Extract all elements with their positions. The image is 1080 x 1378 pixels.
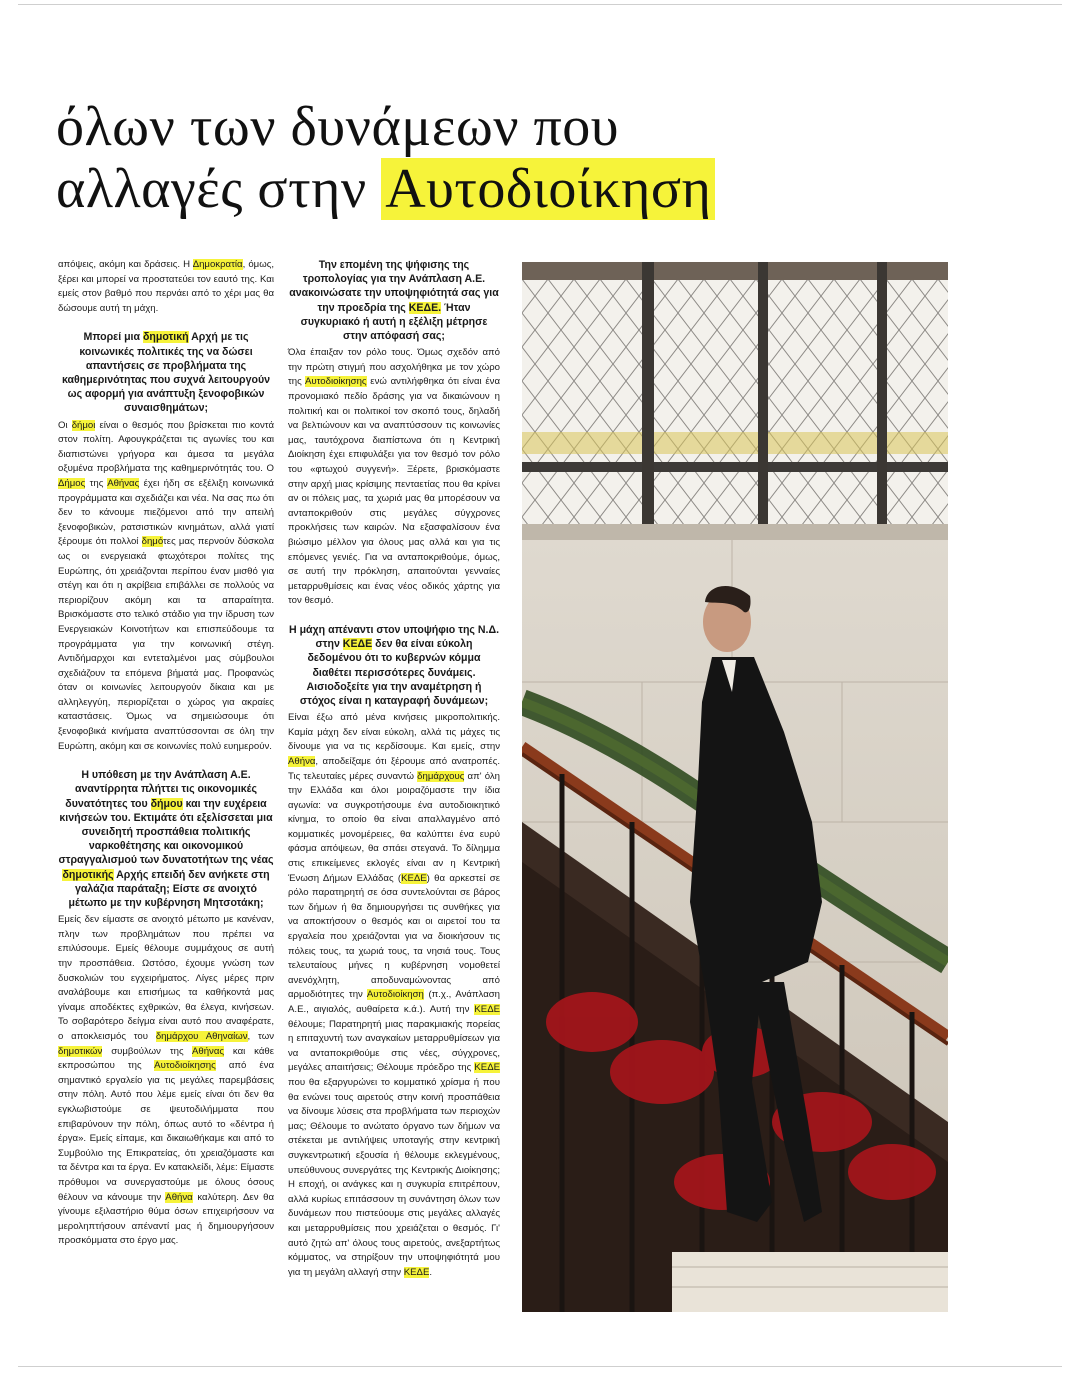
highlighted-term: δημό xyxy=(141,536,164,548)
top-rule xyxy=(18,4,1062,5)
highlighted-term: Δημοκρατία xyxy=(192,259,243,270)
highlighted-term: Αυτοδιοίκησης xyxy=(154,1060,216,1072)
paragraph xyxy=(58,913,274,1249)
text-run: ) θα αρκεστεί σε ρόλο παρατηρητή σε όσα συντελούνται σε βάρος των δήμων ή θα δημιουργήσει τις συνθήκες για να αποκτήσουν ο θεσμός και οι αιρετοί του τα εργαλεία που χρειάζονται για να διοικήσουν τις πόλεις τους, τα χωριά τους, τα νησιά τους. Τους τελευταίους μήνες η κυβέρνηση νομοθετεί ανενόχλητη, αποδυναμώνοντας από αρμοδιότητες την xyxy=(288,872,500,1001)
text-run: έχει ήδη σε εξέλιξη κοινωνικά προγράμματα και σχεδιάζει και νέα. Να σας πω ότι δεν το κάνουμε πιεζόμενοι από την απειλή ξενοφοβικών, ρατσιστικών κινημάτων, αλλά γιατί ξέρουμε ότι πολλοί xyxy=(58,477,274,548)
text-run: και κάθε εκπροσώπου της xyxy=(58,1045,274,1072)
text-run: Εμείς δεν είμαστε σε ανοιχτό μέτωπο με κανέναν, πλην των προβλημάτων που πρέπει να επιλύσουμε. Εμείς θέλουμε συμμάχους σε αυτή την προσπάθεια. Ωστόσο, έχουμε γνώση των δυσκολιών του εγχειρήματος. Λίγες μέρες πριν αναλάβουμε και επισήμως τα καθήκοντά μας γίναμε αποδέκτες εχθρικών, θα έλεγα, κινήσεων. Το σοβαρότερο δείγμα είναι αυτό που αναφέρατε, ο αποκλεισμός του xyxy=(58,914,274,1043)
text-run: είναι ο θεσμός που βρίσκεται πιο κοντά στον πολίτη. Αφουγκράζεται τις αγωνίες του και διαπιστώνει γρήγορα και άμεσα τα μεγάλα οξυμένα προβλήματα της καθημερινότητάς του. Ο xyxy=(58,419,275,475)
text-run: Αρχής επειδή δεν ανήκετε στη γαλάζια παράταξη; Είστε σε ανοιχτό μέτωπο με την κυβέρνηση Μητσοτάκη; xyxy=(68,868,270,910)
highlighted-term: δημοτικών xyxy=(58,1045,103,1057)
paragraph xyxy=(58,258,274,316)
text-run: , των xyxy=(247,1031,274,1043)
paragraph xyxy=(288,711,500,1280)
text-run: Αρχή με τις κοινωνικές πολιτικές της να δώσει απαντήσεις σε προβλήματα της καθημερινότητας που συχνά λειτουργούν ως αφορμή για ανάπτυξη ξενοφοβικών συναισθημάτων; xyxy=(61,331,271,415)
text-run: Η μάχη απέναντι στον υποψήφιο της Ν.Δ. στην xyxy=(288,623,500,651)
text-run: , αποδείξαμε ότι ξέρουμε από ανατροπές. Τις τελευταίες μέρες συναντώ xyxy=(288,755,500,782)
highlighted-term: Αθήνα xyxy=(165,1191,193,1203)
text-run: απόψεις, ακόμη και δράσεις. Η xyxy=(58,259,193,270)
highlighted-term: δήμου xyxy=(150,797,183,810)
highlighted-term: ΚΕΔΕ xyxy=(403,1266,430,1278)
highlighted-term: δήμοι xyxy=(71,419,96,431)
text-run: (π.χ., Ανάπλαση Α.Ε., αιγιαλός, αυθαίρετα κ.ά.). Αυτή την xyxy=(288,989,500,1015)
highlighted-term: ΚΕΔΕ xyxy=(401,872,427,884)
headline xyxy=(56,96,776,220)
highlighted-term: δημοτική xyxy=(142,331,189,344)
text-run: και την ευχέρεια κινήσεών του. Εκτιμάτε ότι εξελίσσεται μια συνειδητή προσπάθεια πολιτικής ναρκοθέτησης και οικονομικού στραγγαλισμού των δυνατοτήτων της νέας xyxy=(58,797,274,867)
paragraph xyxy=(288,346,500,609)
highlighted-term: ΚΕΔΕ. xyxy=(408,301,442,314)
text-run: Οι xyxy=(58,419,72,431)
text-run: θέλουμε; Παρατηρητή μιας παρακμιακής πορείας η επιταχυντή των αναγκαίων μεταρρυθμίσεων για να ανταποκριθούμε στις νέες, σύγχρονες, μεγάλες απαιτήσεις; Θέλουμε πρόεδρο της xyxy=(288,1018,500,1074)
highlighted-term: δημοτικής xyxy=(62,868,114,881)
text-run: , όμως, ξέρει και μπορεί να προστατεύει τον εαυτό της. Και εμείς στον βαθμό που περνάει από το χέρι μας θα δώσουμε αυτή τη μάχη. xyxy=(58,259,274,314)
question xyxy=(288,258,500,343)
question xyxy=(58,330,274,415)
text-run: απ' όλη την Ελλάδα και όλοι μοιραζόμαστε την ίδια αγωνία: να συγκροτήσουμε ένα αυτοδιοικητικό κίνημα, το οποίο θα είναι απαλλαγμένο από κομματικές μονομέρειες, θα καλύπτει ένα ευρύ φάσμα απόψεων, θα σπάει στεγανά. Το δίλημμα στις επικείμενες εκλογές είναι αν η Κεντρική Ένωση Δήμων Ελλάδας ( xyxy=(288,770,500,884)
bottom-rule xyxy=(18,1366,1062,1367)
highlighted-term: Αθήνα xyxy=(288,755,316,767)
text-run: . xyxy=(429,1266,433,1278)
highlighted-term: δημάρχους xyxy=(417,770,465,782)
highlighted-term: Αθήνας xyxy=(191,1045,224,1057)
text-run: από ένα σημαντικό εργαλείο για τις μεγάλες παρεμβάσεις στην πόλη. Αυτό που λέμε εμείς είναι ότι δεν θα εγκλωβιστούμε σε ψευτοδιλήμματα που επιβαρύνουν την πόλη, όπως αυτό το «δέντρα ή έργα». Εμείς είπαμε, και δικαιωθήκαμε και από το Συμβούλιο της Επικρατείας, ότι χρειαζόμαστε και τα δέντρα και τα έργα. Εν κατακλείδι, λέμε: Είμαστε πρόθυμοι να συνεργαστούμε με όλους όσους θέλουν να κάνουμε την xyxy=(58,1060,274,1203)
column-left xyxy=(58,258,274,1259)
text-run: καλύτερη. Δεν θα γίνουμε εξιλαστήριο θύμα όσων επιχειρήσουν να μεροληπτήσουν απέναντί μας ή δημιουργήσουν προσκόμματα στο έργο μας. xyxy=(58,1191,274,1247)
text-run: Την επομένη της ψήφισης της τροπολογίας για την Ανάπλαση Α.Ε. ανακοινώσατε την υποψηφιότητά σας για την προεδρία της xyxy=(289,259,499,314)
photo-illustration xyxy=(522,262,948,1312)
text-run: που θα εξαργυρώνει το κομματικό χρίσμα ή που θα ενώνει τους αιρετούς στην κοινή προσπάθεια να δίνουμε λύσεις στα προβλήματα των περιοχών μας; Θέλουμε το ανώτατο όργανο των δήμων να στέκεται με αντιλήψεις υποταγής στην κεντρική συγκεντρωτική εξουσία ή θέλουμε εκλεγμένους, υπεύθυνους συνεργάτες της Κεντρικής Διοίκησης; Η εποχή, οι ανάγκες και η συγκυρία επιτρέπουν, αλλά κυρίως επιτάσσουν τη συνάντηση όλων των δυνάμεων που πιστεύουμε στις μεγάλες αλλαγές και μεταρρυθμίσεις που χρειάζεται ο θεσμός. Γι' αυτό ζητώ απ' όλους τους αιρετούς, ανεξαρτήτως κόμματος, να στηρίξουν την υποψηφιότητά μου για τη μεγάλη αλλαγή στην xyxy=(288,1076,500,1278)
text-run: Μπορεί μια xyxy=(83,331,143,344)
text-run: ενώ αντιλήφθηκα ότι είναι ένα προνομιακό πεδίο δράσης για να δικαιώνουν η πολιτική και οι πολιτικοί τον σκοπό τους, δηλαδή να βελτιώνουν και να αναπτύσσουν τις κοινωνίες μας, ταυτόχρονα διαπίστωνα ότι η Κεντρική Διοίκηση έχει επιφυλάξει για τον θεσμό τον ρόλο του «φτωχού συγγενή». Ξέρετε, βρισκόμαστε στην αρχή μιας κρίσιμης πενταετίας που θα κρίνει αν οι πόλεις μας, τα χωριά μας θα μπορέσουν να ανταποκριθούν στις μεγάλες σύγχρονες προκλήσεις των καιρών. Να εξασφαλίσουν ένα βιώσιμο μέλλον για όλους μας αλλά και για τις επόμενες γενιές. Για να ανταποκριθούμε, όμως, σε αυτή την πρόκληση, απαιτούνται γενναίες μεταρρυθμίσεις και ένας νέος οδικός χάρτης για τον θεσμό. xyxy=(288,376,500,607)
highlighted-term: Αθήνας xyxy=(107,477,140,489)
highlighted-term: Αυτοδιοίκησης xyxy=(304,376,367,388)
text-run: συμβούλων της xyxy=(102,1045,192,1057)
highlighted-term: ΚΕΔΕ xyxy=(342,638,373,651)
highlighted-term: Δήμος xyxy=(58,477,86,489)
text-run: τες μας περνούν δύσκολα ως οι ενεργειακά φτωχότεροι πολίτες της Ευρώπης, ότι χρειάζονται περίπου έναν μισθό για στέγη και ότι η ακρίβεια επιβάλλει σε πολλούς να περιορίζουν ακόμη και τα απαραίτητα. Βρισκόμαστε στο τελικό στάδιο για την ίδρυση των Ενεργειακών Κοινοτήτων και επισπεύδουμε τα προγράμματα για την κοινωνική στέγη. Αντιδήμαρχοι και εντεταλμένοι μας σύμβουλοι σχεδιάζουν τα επόμενα βήματά μας. Προφανώς όταν οι κοινωνίες λειτουργούν δίκαια και με αλληλεγγύη, περιορίζεται ο χώρος για ακραίες καταστάσεις. Όμως να σημειώσουμε ότι ξενοφοβικά κινήματα αναπτύσσονται σε όλη την Ευρώπη, ακόμη και σε κοινωνίες πολύ ευημερούν. xyxy=(58,536,274,752)
column-middle xyxy=(288,258,500,1290)
highlighted-term: ΚΕΔΕ xyxy=(474,1062,500,1074)
highlighted-term: ΚΕΔΕ xyxy=(474,1004,500,1015)
text-run: Όλα έπαιξαν τον ρόλο τους. Όμως σχεδόν από την πρώτη στιγμή που ασχολήθηκα με τον χώρο της xyxy=(288,347,500,388)
text-run: της xyxy=(85,477,108,489)
headline-line-2-text: αλλαγές στην xyxy=(56,157,382,220)
paragraph xyxy=(58,419,274,755)
highlighted-term: Αυτοδιοίκηση xyxy=(366,989,424,1001)
text-run: Η υπόθεση με την Ανάπλαση Α.Ε. αναντίρρητα πλήττει τις οικονομικές δυνατότητες του xyxy=(65,769,257,810)
question xyxy=(58,768,274,910)
text-run: δεν θα είναι εύκολη δεδομένου ότι το κυβερνών κόμμα διαθέτει περισσότερες δυνάμεις. Αισιοδοξείτε για την αναμέτρηση ή στόχος είναι η καταγραφή δυνάμεων; xyxy=(299,638,489,707)
question xyxy=(288,623,500,708)
headline-line-2 xyxy=(56,158,776,220)
text-run: Ήταν συγκυριακό ή αυτή η εξέλιξη μέτρησε στην απόφασή σας; xyxy=(300,301,488,343)
text-run: Είναι έξω από μένα κινήσεις μικροπολιτικής. Καμία μάχη δεν είναι εύκολη, αλλά τις μάχες τις δίνουμε για να τις κερδίσουμε. Και εμείς, στην xyxy=(288,712,500,753)
headline-highlight: Αυτοδιοίκηση xyxy=(381,158,715,220)
highlighted-term: δημάρχου Αθηναίων xyxy=(155,1031,248,1043)
headline-line-1: όλων των δυνάμεων που xyxy=(56,95,620,158)
photo-man-on-staircase xyxy=(522,262,948,1312)
